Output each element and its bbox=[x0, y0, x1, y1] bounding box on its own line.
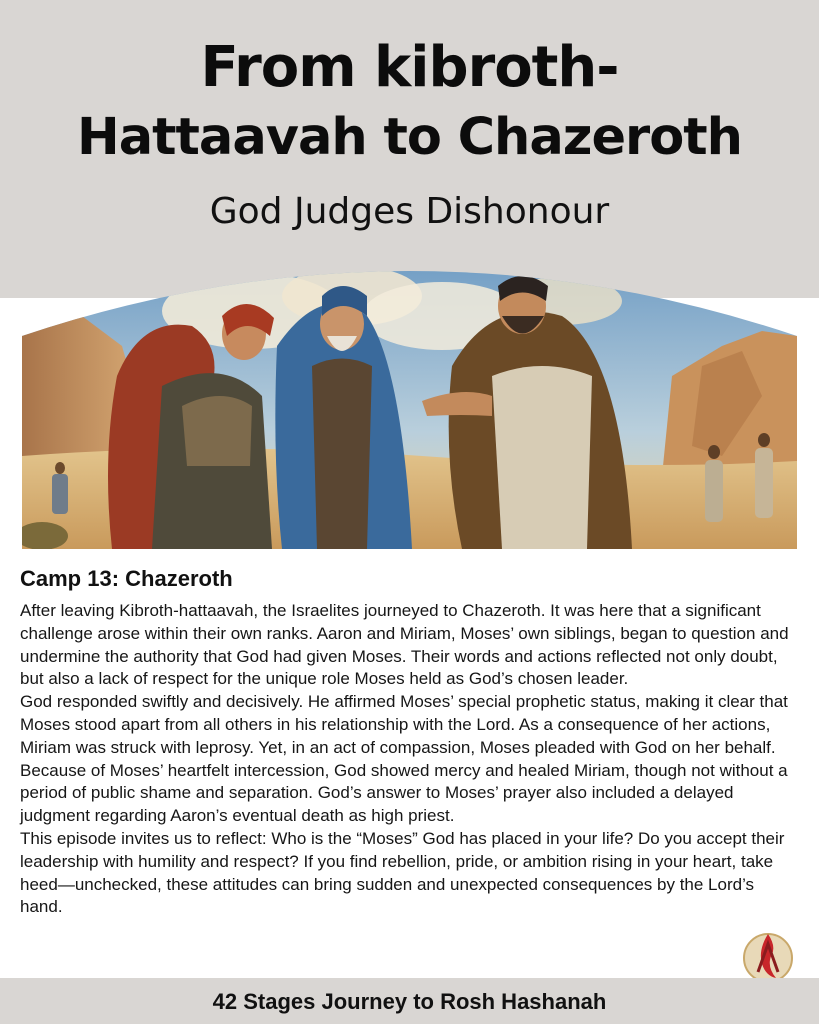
paragraph: God responded swiftly and decisively. He affirmed Moses’ special prophetic status, making it clear that Moses stood apart from all others in his relationship with the Lord. As a consequence of her actions, Miriam was struck with leprosy. Yet, in an act of compassion, Moses pleaded with God on her behalf. Because of Moses’ heartfelt intercession, God showed mercy and healed Miriam, though not without a period of public shame and separation. God’s answer to Moses’ prayer also included a delayed judgment regarding Aaron’s eventual death as high priest. bbox=[20, 692, 788, 826]
footer-band bbox=[0, 978, 819, 1024]
footer-title: 42 Stages Journey to Rosh Hashanah bbox=[212, 989, 607, 1014]
page-subtitle: God Judges Dishonour bbox=[209, 191, 610, 232]
page-title-line1: From kibroth- bbox=[200, 35, 619, 100]
page-title-line2: Hattaavah to Chazeroth bbox=[77, 108, 742, 167]
body-text bbox=[20, 600, 800, 919]
section-heading: Camp 13: Chazeroth bbox=[20, 566, 233, 591]
header-band bbox=[0, 0, 819, 298]
painting-illustration bbox=[22, 256, 797, 549]
paragraph: After leaving Kibroth-hattaavah, the Israelites journeyed to Chazeroth. It was here that a significant challenge arose within their own ranks. Aaron and Miriam, Moses’ own siblings, began to question and undermine the authority that God had given Moses. Their words and actions reflected not only doubt, but also a lack of respect for the unique role Moses held as God’s chosen leader. bbox=[20, 601, 789, 689]
paragraph: This episode invites us to reflect: Who is the “Moses” God has placed in your life? Do you accept their leadership with humility and respect? If you find rebellion, pride, or ambition rising in your heart, take heed—unchecked, these attitudes can bring sudden and unexpected consequences by the Lord’s hand. bbox=[20, 828, 785, 917]
